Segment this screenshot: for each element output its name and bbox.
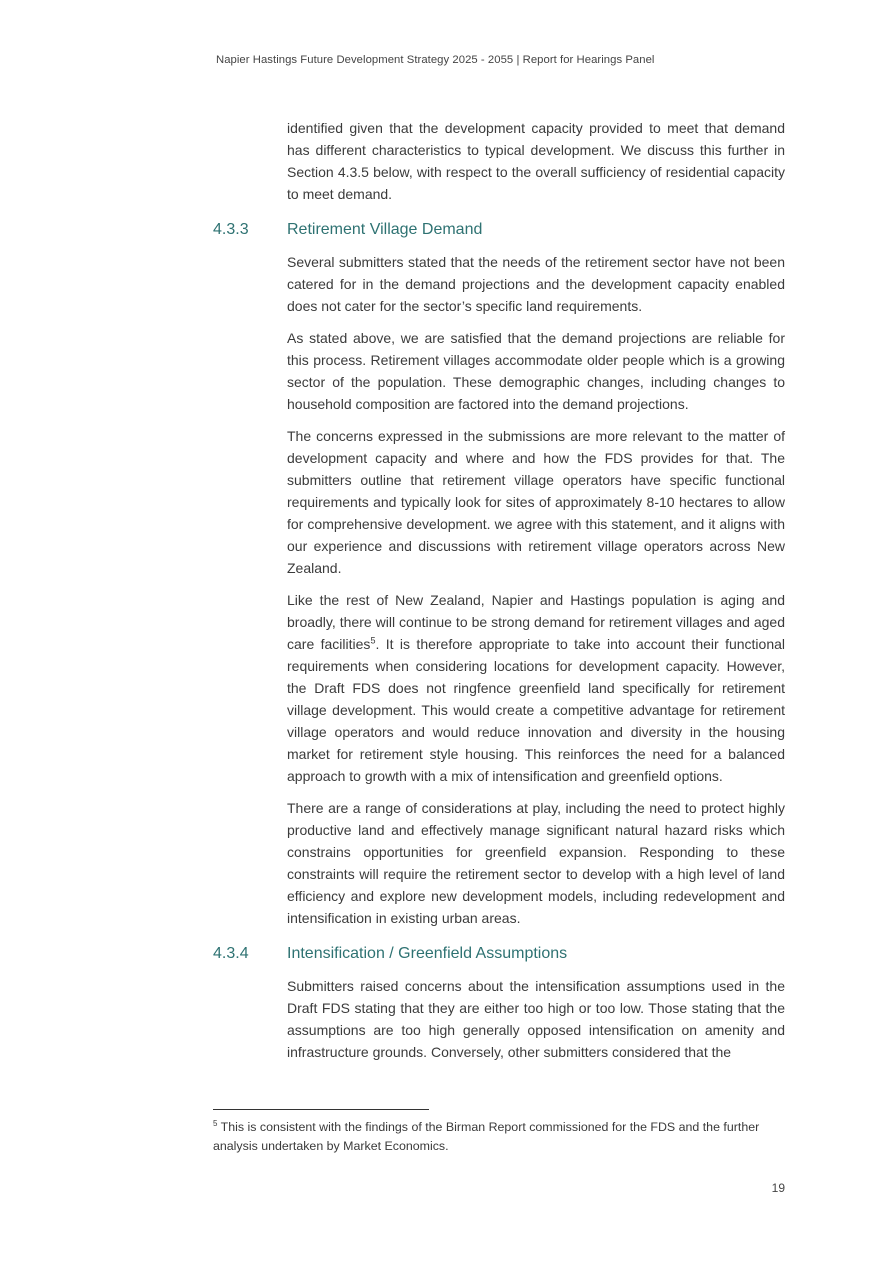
paragraph: Submitters raised concerns about the intensification assumptions used in the Draft FDS stating that they are either too high or too low. Those stating that the assumptions are too high generally opposed intensification on amenity and infrastructure grounds. Conversely, other submitters considered that the [287,978,785,1060]
footnote-divider [213,1109,429,1110]
section-heading-4-3-4 [213,943,785,965]
section-heading-4-3-3 [213,219,785,241]
footnote [213,1118,785,1156]
footnote-number: 5 [213,1118,218,1128]
section-number: 4.3.4 [213,945,249,962]
paragraph: Several submitters stated that the needs of the retirement sector have not been catered for in the demand projections and the development capacity enabled does not cater for the sector’s specific land requirements. [287,254,785,314]
paragraph-text: Like the rest of New Zealand, Napier and Hastings population is aging and broadly, there will continue to be strong demand for retirement villages and aged care facilities [287,592,785,652]
section-number: 4.3.3 [213,221,249,238]
section-title: Retirement Village Demand [287,221,483,238]
paragraph-text: . It is therefore appropriate to take into account their functional requirements when considering locations for development capacity. However, the Draft FDS does not ringfence greenfield land specifically for retirement village development. This would create a competitive advantage for retirement village operators and would reduce innovation and diversity in the housing market for retirement style housing. This reinforces the need for a balanced approach to growth with a mix of intensification and greenfield options. [287,636,785,784]
footnote-reference[interactable]: 5 [370,635,376,646]
paragraph-with-footnote [287,589,785,787]
paragraph: The concerns expressed in the submissions are more relevant to the matter of development capacity and where and how the FDS provides for that. The submitters outline that retirement village operators have specific functional requirements and typically look for sites of approximately 8-10 hectares to allow for comprehensive development. we agree with this statement, and it aligns with our experience and discussions with retirement village operators across New Zealand. [287,428,785,576]
section-title: Intensification / Greenfield Assumptions [287,945,568,962]
footnote-text: This is consistent with the findings of the Birman Report commissioned for the FDS and the further analysis undertaken by Market Economics. [213,1120,760,1153]
paragraph: There are a range of considerations at play, including the need to protect highly productive land and effectively manage significant natural hazard risks which constrains opportunities for greenfield expansion. Responding to these constraints will require the retirement sector to develop with a high level of land efficiency and explore new development models, including redevelopment and intensification in existing urban areas. [287,800,785,926]
page-content [213,117,785,1073]
paragraph: As stated above, we are satisfied that the demand projections are reliable for this process. Retirement villages accommodate older people which is a growing sector of the population. These demographic changes, including changes to household composition are factored into the demand projections. [287,330,785,412]
running-header: Napier Hastings Future Development Strategy 2025 - 2055 | Report for Hearings Panel [216,54,655,66]
paragraph-intro: identified given that the development capacity provided to meet that demand has different characteristics to typical development. We discuss this further in Section 4.3.5 below, with respect to the overall sufficiency of residential capacity to meet demand. [287,120,785,202]
page-number: 19 [771,1181,785,1195]
